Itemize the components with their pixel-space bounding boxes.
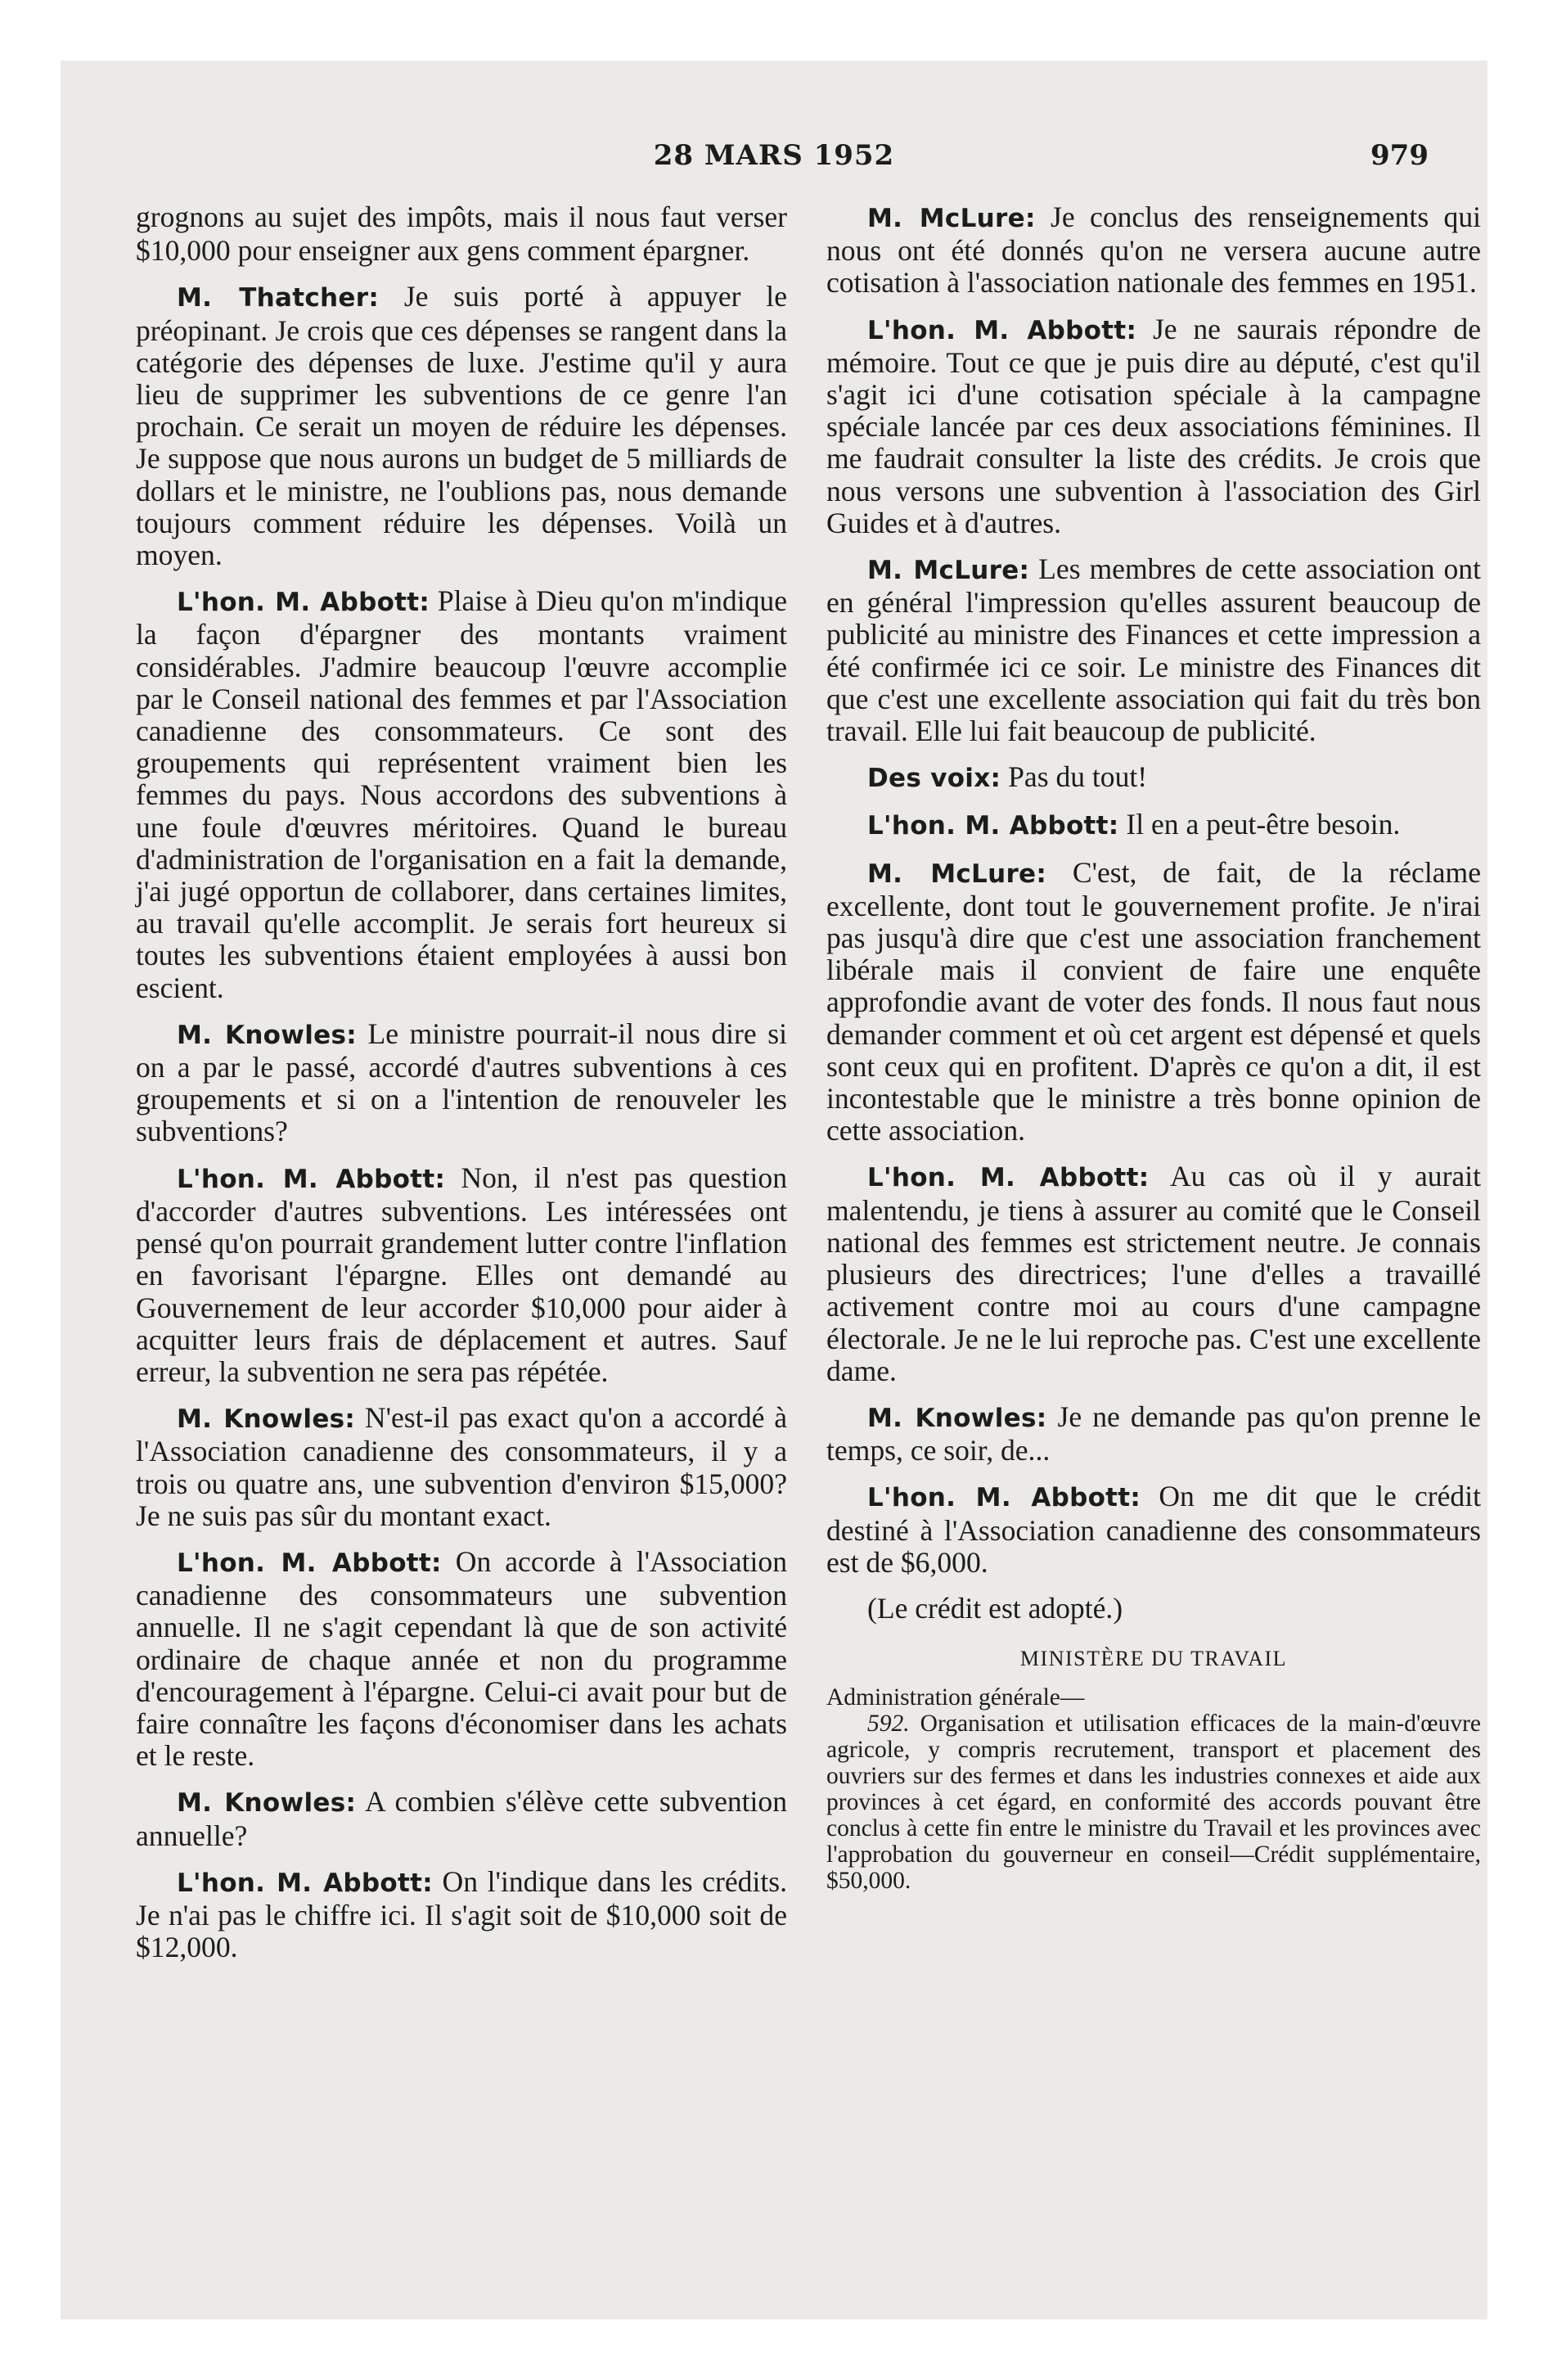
paragraph: [826, 553, 1481, 747]
speaker-name: L'hon. M. Abbott:: [177, 1868, 433, 1898]
speaker-name: M. Knowles:: [177, 1020, 357, 1050]
paragraph-text: grognons au sujet des impôts, mais il nous faut verser $10,000 pour enseigner aux gens comment épargner.: [136, 201, 787, 268]
speaker-name: L'hon. M. Abbott:: [867, 811, 1119, 841]
vote-number: 592.: [867, 1711, 910, 1738]
paragraph-text: C'est, de fait, de la réclame excellente, dont tout le gouvernement profite. Je n'irai pas jusqu'à dire que c'est une association franchement libérale mais il convient de faire une enquête approfondie avant de voter des fonds. Il nous faut nous demander comment et où cet argent est dépensé et quels sont ceux qui en profitent. D'après ce qu'on a dit, il est incontestable que le ministre a très bonne opinion de cette association.: [826, 855, 1481, 1147]
paragraph-text: On accorde à l'Association canadienne des consommateurs une subvention annuelle. Il ne s'agit cependant là que de son activité ordinaire de chaque année et non du programme d'encouragement à l'épargne. Celui-ci avait pour but de faire connaître les façons d'économiser dans les achats et le reste.: [136, 1544, 787, 1773]
speaker-name: M. McLure:: [867, 859, 1047, 889]
speaker-name: M. Knowles:: [177, 1788, 357, 1819]
speaker-name: M. McLure:: [867, 204, 1036, 233]
left-column: [136, 201, 787, 1977]
paragraph: [826, 1481, 1481, 1579]
vote-item: [826, 1711, 1481, 1894]
paragraph-text: Non, il n'est pas question d'accorder d'autres subventions. Les intéressées ont pensé qu'on pourrait grandement lutter contre l'inflation en favorisant l'épargne. Elles ont demandé au Gouvernement de leur accorder $10,000 pour aider à acquitter leurs frais de déplacement et autres. Sauf erreur, la subvention ne sera pas répétée.: [136, 1161, 787, 1388]
section-heading: MINISTÈRE DU TRAVAIL: [1019, 1647, 1288, 1671]
speaker-name: M. Knowles:: [867, 1403, 1047, 1433]
paragraph-text: Je suis porté à appuyer le préopinant. Je crois que ces dépenses se rangent dans la catégorie des dépenses de luxe. J'estime qu'il y aura lieu de supprimer les subventions de ce genre l'an prochain. Ce serait un moyen de réduire les dépenses. Je suppose que nous aurons un budget de 5 milliards de dollars et le ministre, ne l'oublions pas, nous demande toujours comment réduire les dépenses. Voilà un moyen.: [136, 280, 787, 572]
speaker-name: L'hon. M. Abbott:: [867, 1163, 1150, 1193]
paragraph: [826, 1593, 1481, 1626]
paragraph: [826, 1161, 1481, 1386]
paragraph-text: Je conclus des renseignements qui nous ont été donnés qu'on ne versera aucune autre cotisation à l'association nationale des femmes en 1951.: [826, 201, 1481, 300]
paragraph: [826, 1401, 1481, 1467]
speaker-name: M. McLure:: [867, 556, 1030, 586]
paragraph: [136, 585, 787, 1004]
speaker-name: L'hon. M. Abbott:: [867, 1483, 1141, 1513]
paragraph: [826, 201, 1481, 300]
paragraph: [136, 201, 787, 267]
paragraph-text: Les membres de cette association ont en général l'impression qu'elles assurent beaucoup de publicité au ministre des Finances et cette impression a été confirmée ici ce soir. Le ministre des Finances dit que c'est une excellente association qui fait du très bon travail. Elle lui fait beaucoup de publicité.: [826, 552, 1481, 748]
paragraph: [826, 857, 1481, 1147]
speaker-name: M. Knowles:: [177, 1404, 356, 1435]
page-date: 28 MARS 1952: [653, 139, 895, 172]
paragraph-text: N'est-il pas exact qu'on a accordé à l'Association canadienne des consommateurs, il y a trois ou quatre ans, une subvention d'environ $15,000? Je ne suis pas sûr du montant exact.: [136, 1401, 787, 1532]
paragraph: [136, 1162, 787, 1388]
paragraph-text: On l'indique dans les crédits. Je n'ai pas le chiffre ici. Il s'agit soit de $10,000 soit de $12,000.: [136, 1864, 787, 1964]
paragraph: [136, 281, 787, 571]
paragraph-text: Le ministre pourrait-il nous dire si on a par le passé, accordé d'autres subventions à ces groupements et si on a l'intention de renouveler les subventions?: [136, 1016, 787, 1148]
paragraph-text: Il en a peut-être besoin.: [1118, 808, 1401, 841]
speaker-name: L'hon. M. Abbott:: [867, 315, 1137, 345]
page-header: [61, 139, 1487, 188]
paragraph: [136, 1546, 787, 1772]
paragraph: [136, 1402, 787, 1532]
paragraph: [826, 761, 1481, 795]
paragraph: [136, 1866, 787, 1964]
paragraph: [136, 1786, 787, 1851]
vote-text: Organisation et utilisation efficaces de la main-d'œuvre agricole, y compris recrutement, transport et placement des ouvriers sur des fermes et dans les industries connexes et aide aux provinces à cet égard, en conformité des accords pouvant être conclus à cette fin entre le ministre du Travail et les provinces avec l'approbation du gouverneur en conseil—Crédit supplémentaire, $50,000.: [826, 1711, 1481, 1895]
section-subheading: Administration générale—: [826, 1684, 1085, 1711]
speaker-name: M. Thatcher:: [177, 283, 380, 313]
speaker-name: L'hon. M. Abbott:: [177, 1164, 446, 1194]
paragraph-text: (Le crédit est adopté.): [867, 1591, 1123, 1625]
speaker-name: Des voix:: [867, 764, 1001, 794]
right-column: [826, 201, 1481, 1894]
paragraph: [826, 313, 1481, 539]
paragraph-text: Au cas où il y aurait malentendu, je tiens à assurer au comité que le Conseil national des femmes est strictement neutre. Je connais plusieurs des directrices; l'une d'elles a travaillé activement contre moi au cours d'une campagne électorale. Je ne le lui reproche pas. C'est une excellente dame.: [826, 1160, 1481, 1387]
paragraph: [136, 1018, 787, 1148]
page-sheet: [61, 61, 1487, 2319]
speaker-name: L'hon. M. Abbott:: [177, 1548, 442, 1578]
paragraph-text: Je ne demande pas qu'on prenne le temps, ce soir, de...: [826, 1400, 1481, 1467]
paragraph-text: Pas du tout!: [1001, 760, 1148, 794]
paragraph-text: Je ne saurais répondre de mémoire. Tout ce que je puis dire au député, c'est qu'il s'agit ici d'une cotisation spéciale à la campagne spéciale lancée par ces deux associations féminines. Il me faudrait consulter la liste des crédits. Je crois que nous versons une subvention à l'association des Girl Guides et à d'autres.: [826, 312, 1481, 539]
paragraph-text: A combien s'élève cette subvention annuelle?: [136, 1785, 787, 1852]
speaker-name: L'hon. M. Abbott:: [177, 588, 430, 618]
paragraph-text: On me dit que le crédit destiné à l'Association canadienne des consommateurs est de $6,000.: [826, 1480, 1481, 1579]
paragraph: [826, 809, 1481, 842]
page-number: 979: [1370, 139, 1429, 172]
paragraph-text: Plaise à Dieu qu'on m'indique la façon d'épargner des montants vraiment considérables. J'admire beaucoup l'œuvre accomplie par le Conseil national des femmes et par l'Association canadienne des consommateurs. Ce sont des groupements qui représentent vraiment bien les femmes du pays. Nous accordons des subventions à une foule d'œuvres méritoires. Quand le bureau d'administration de l'organisation en a fait la demande, j'ai jugé opportun de collaborer, dans certaines limites, au travail qu'elle accomplit. Je serais fort heureux si toutes les subventions étaient employées à aussi bon escient.: [136, 584, 787, 1004]
